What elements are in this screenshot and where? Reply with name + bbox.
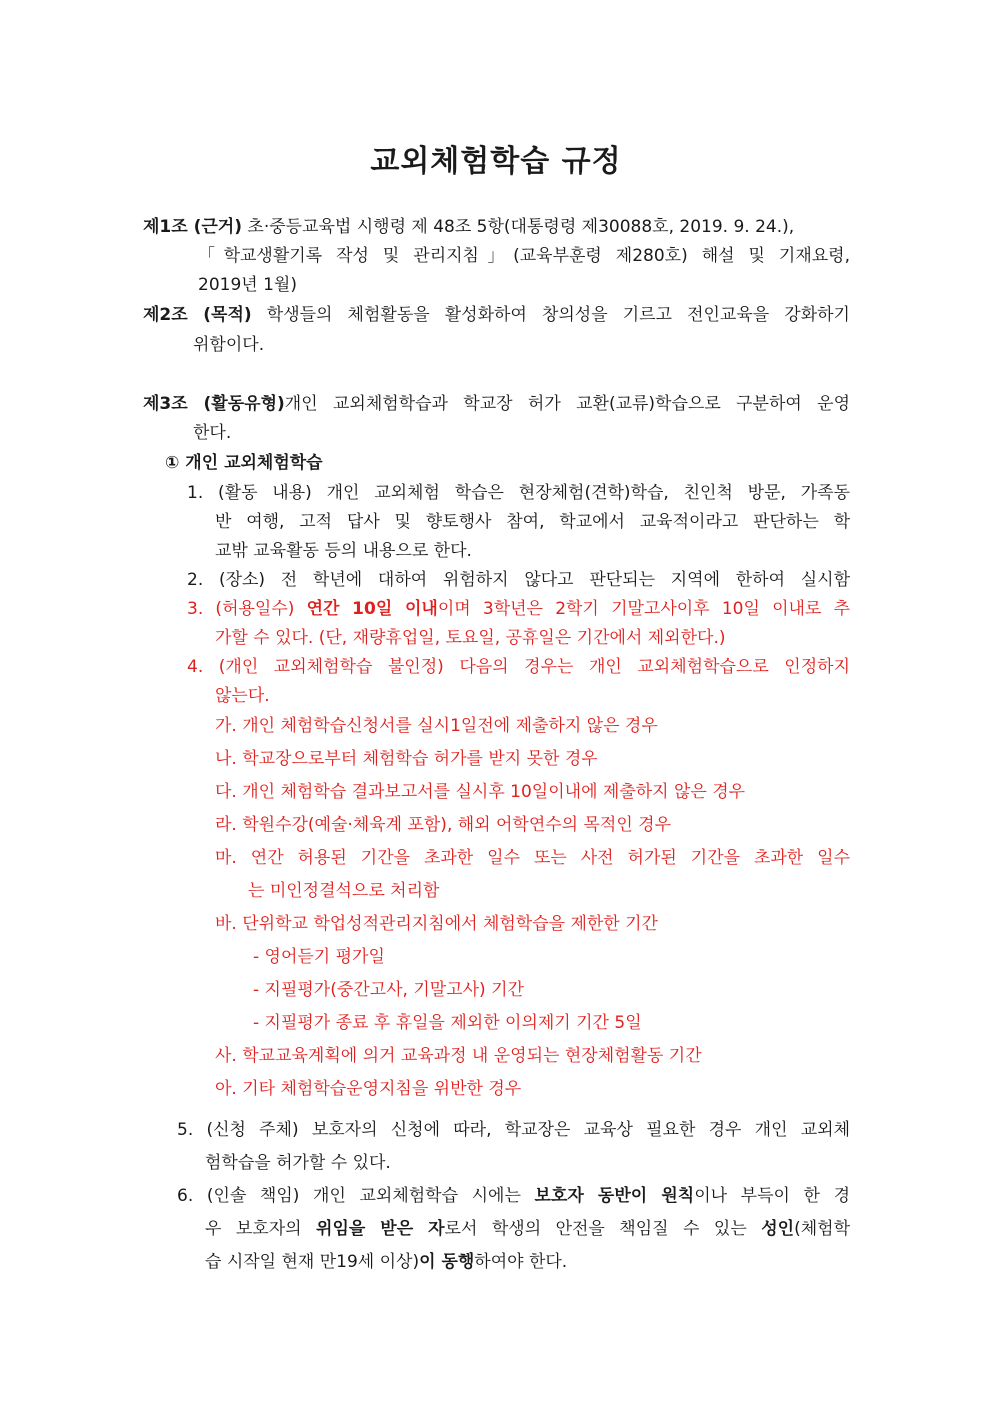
item-4-sub-a: 아. 기타 체험학습운영지침을 위반한 경우 bbox=[215, 1079, 522, 1099]
article-1-line-1 bbox=[143, 212, 850, 242]
article-2-text-2: 위함이다. bbox=[193, 335, 265, 355]
item-4-sub-ma-line-1: 마. 연간 허용된 기간을 초과한 일수 또는 사전 허가된 기간을 초과한 일수 bbox=[215, 848, 850, 868]
article-3-text-2: 한다. bbox=[193, 423, 232, 443]
item-4-sub-sa: 사. 학교교육계획에 의거 교육과정 내 운영되는 현장체험활동 기간 bbox=[215, 1046, 702, 1066]
item-4-sub-ba-bullet-1: - 영어듣기 평가일 bbox=[253, 947, 385, 967]
item-6-line-3 bbox=[205, 1247, 567, 1277]
article-3-line-1 bbox=[143, 389, 850, 419]
item-6-emphasis-delegate: 위임을 받은 자 bbox=[316, 1219, 445, 1239]
item-6-emphasis-guardian: 보호자 동반이 원칙 bbox=[534, 1186, 695, 1206]
item-4-sub-ba-bullet-2: - 지필평가(중간고사, 기말고사) 기간 bbox=[253, 980, 524, 1000]
article-1-text-1: 초·중등교육법 시행령 제 48조 5항(대통령령 제30088호, 2019. 9. 24.), bbox=[247, 217, 795, 237]
item-3-prefix: 3. (허용일수) bbox=[187, 599, 307, 619]
document-title: 교외체험학습 규정 bbox=[370, 144, 622, 179]
item-6-line-2 bbox=[205, 1214, 850, 1244]
item-4-line-2: 않는다. bbox=[215, 686, 270, 706]
item-1-line-3: 교밖 교육활동 등의 내용으로 한다. bbox=[215, 541, 472, 561]
item-4-sub-ba: 바. 단위학교 학업성적관리지침에서 체험학습을 제한한 기간 bbox=[215, 914, 658, 934]
article-1-text-3: 2019년 1월) bbox=[198, 275, 297, 295]
item-6-emphasis-adult: 성인 bbox=[761, 1219, 795, 1239]
article-2-line-1 bbox=[143, 300, 850, 330]
article-3-heading: 제3조 (활동유형) bbox=[143, 394, 285, 414]
item-3-line-1 bbox=[187, 594, 850, 624]
item-6-line-2-middle: 로서 학생의 안전을 책임질 수 있는 bbox=[444, 1219, 762, 1239]
article-2-text-1: 학생들의 체험활동을 활성화하여 창의성을 기르고 전인교육을 강화하기 bbox=[266, 305, 850, 325]
item-3-line-2: 가할 수 있다. (단, 재량휴업일, 토요일, 공휴일은 기간에서 제외한다.) bbox=[215, 628, 726, 648]
item-6-line-1 bbox=[177, 1181, 850, 1211]
item-5-line-2: 험학습을 허가할 수 있다. bbox=[205, 1153, 391, 1173]
item-4-sub-na: 나. 학교장으로부터 체험학습 허가를 받지 못한 경우 bbox=[215, 749, 598, 769]
item-4-sub-ba-bullet-3: - 지필평가 종료 후 휴일을 제외한 이의제기 기간 5일 bbox=[253, 1013, 642, 1033]
item-3-suffix: 이며 3학년은 2학기 기말고사이후 10일 이내로 추 bbox=[437, 599, 850, 619]
item-6-line-3-prefix: 습 시작일 현재 만19세 이상) bbox=[205, 1252, 420, 1272]
article-1-text-2: 「학교생활기록 작성 및 관리지침」(교육부훈령 제280호) 해설 및 기재요령, bbox=[198, 246, 850, 266]
item-6-line-2-prefix: 우 보호자의 bbox=[205, 1219, 317, 1239]
item-4-line-1: 4. (개인 교외체험학습 불인정) 다음의 경우는 개인 교외체험학습으로 인정하지 bbox=[187, 657, 850, 677]
item-1-line-2: 반 여행, 고적 답사 및 향토행사 참여, 학교에서 교육적이라고 판단하는 학 bbox=[215, 512, 850, 532]
item-6-line-3-suffix: 하여야 한다. bbox=[474, 1252, 568, 1272]
item-6-emphasis-accompany: 이 동행 bbox=[419, 1252, 475, 1272]
item-6-line-1-suffix: 이나 부득이 한 경 bbox=[694, 1186, 850, 1206]
item-5-line-1: 5. (신청 주체) 보호자의 신청에 따라, 학교장은 교육상 필요한 경우 개인 교외체 bbox=[177, 1120, 850, 1140]
item-1-line-1: 1. (활동 내용) 개인 교외체험 학습은 현장체험(견학)학습, 친인척 방문, 가족동 bbox=[187, 483, 850, 503]
article-1-heading: 제1조 (근거) bbox=[143, 217, 242, 237]
section-1-heading: ① 개인 교외체험학습 bbox=[165, 453, 323, 473]
item-6-line-2-suffix: (체험학 bbox=[794, 1219, 850, 1239]
item-4-sub-da: 다. 개인 체험학습 결과보고서를 실시후 10일이내에 제출하지 않은 경우 bbox=[215, 782, 746, 802]
item-6-line-1-prefix: 6. (인솔 책임) 개인 교외체험학습 시에는 bbox=[177, 1186, 535, 1206]
item-4-sub-ga: 가. 개인 체험학습신청서를 실시1일전에 제출하지 않은 경우 bbox=[215, 716, 658, 736]
item-3-emphasis: 연간 10일 이내 bbox=[306, 599, 438, 619]
article-2-heading: 제2조 (목적) bbox=[143, 305, 252, 325]
article-3-text-1: 개인 교외체험학습과 학교장 허가 교환(교류)학습으로 구분하여 운영 bbox=[284, 394, 850, 414]
item-4-sub-ma-line-2: 는 미인정결석으로 처리함 bbox=[248, 881, 440, 901]
item-2-line: 2. (장소) 전 학년에 대하여 위험하지 않다고 판단되는 지역에 한하여 실시함 bbox=[187, 570, 850, 590]
item-4-sub-ra: 라. 학원수강(예술·체육계 포함), 해외 어학연수의 목적인 경우 bbox=[215, 815, 672, 835]
